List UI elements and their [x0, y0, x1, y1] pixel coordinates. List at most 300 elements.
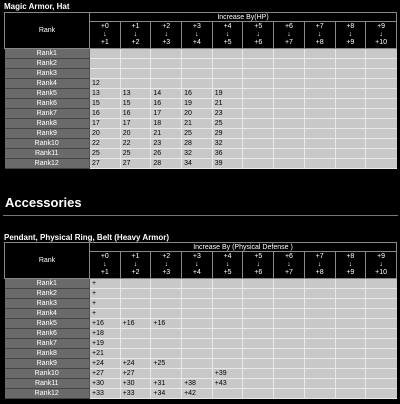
level-arrow: ↓ [256, 31, 261, 38]
increase-by-header: Increase By(HP) [90, 13, 397, 22]
value-cell [366, 359, 397, 369]
value-cell [304, 149, 335, 159]
value-cell [304, 319, 335, 329]
value-cell [243, 149, 274, 159]
value-cell [335, 149, 366, 159]
value-cell [151, 329, 182, 339]
value-cell [243, 379, 274, 389]
value-cell [304, 359, 335, 369]
value-cell [90, 69, 121, 79]
value-cell [274, 139, 305, 149]
value-cell: 21 [182, 119, 213, 129]
level-to: +10 [375, 269, 388, 276]
value-cell [304, 289, 335, 299]
table-row [5, 279, 397, 289]
value-cell [304, 49, 335, 59]
value-cell [182, 289, 213, 299]
value-cell [243, 59, 274, 69]
level-from: +8 [346, 23, 355, 30]
level-header [274, 22, 305, 49]
table-row [5, 369, 397, 379]
table-row [5, 379, 397, 389]
level-arrow: ↓ [103, 261, 107, 268]
level-header [304, 22, 335, 49]
value-cell [212, 329, 243, 339]
value-cell: 25 [120, 149, 151, 159]
value-cell: + [90, 299, 121, 309]
value-cell: +16 [151, 319, 182, 329]
level-to: +8 [315, 269, 324, 276]
value-cell: 20 [90, 129, 121, 139]
rank-label: Rank12 [5, 159, 90, 169]
level-arrow: ↓ [256, 261, 261, 268]
value-cell [212, 279, 243, 289]
value-cell [151, 69, 182, 79]
value-cell: +30 [120, 379, 151, 389]
value-cell [120, 59, 151, 69]
value-cell [243, 99, 274, 109]
value-cell [366, 129, 397, 139]
value-cell: 14 [151, 89, 182, 99]
value-cell: 17 [90, 119, 121, 129]
level-arrow: ↓ [317, 261, 322, 268]
level-from: +0 [100, 253, 109, 260]
level-from: +5 [254, 253, 263, 260]
value-cell: +16 [90, 319, 121, 329]
value-cell: 12 [90, 79, 121, 89]
value-cell [151, 289, 182, 299]
value-cell [182, 349, 213, 359]
table-row [5, 119, 397, 129]
physical-defense-increase-table [4, 242, 397, 399]
level-from: +8 [346, 253, 355, 260]
value-cell: +18 [90, 329, 121, 339]
value-cell [243, 359, 274, 369]
value-cell [366, 339, 397, 349]
level-from: +9 [377, 23, 386, 30]
table-row [5, 309, 397, 319]
value-cell: +16 [120, 319, 151, 329]
value-cell [90, 49, 121, 59]
rank-label: Rank5 [5, 319, 90, 329]
value-cell [182, 79, 213, 89]
value-cell [366, 299, 397, 309]
value-cell [335, 379, 366, 389]
value-cell [366, 99, 397, 109]
value-cell: 16 [90, 109, 121, 119]
value-cell [151, 339, 182, 349]
value-cell: 27 [90, 159, 121, 169]
level-to: +2 [131, 39, 140, 46]
value-cell: 20 [182, 109, 213, 119]
value-cell [304, 99, 335, 109]
value-cell: 17 [120, 119, 151, 129]
value-cell [274, 159, 305, 169]
value-cell [212, 299, 243, 309]
level-to: +6 [254, 269, 263, 276]
value-cell [335, 49, 366, 59]
rank-label: Rank7 [5, 339, 90, 349]
rank-label: Rank12 [5, 389, 90, 399]
level-header [274, 252, 305, 279]
level-from: +7 [315, 253, 324, 260]
rank-label: Rank1 [5, 49, 90, 59]
rank-label: Rank1 [5, 279, 90, 289]
value-cell [335, 389, 366, 399]
level-arrow: ↓ [225, 31, 230, 38]
value-cell [243, 309, 274, 319]
value-cell: +31 [151, 379, 182, 389]
value-cell [151, 279, 182, 289]
value-cell [243, 49, 274, 59]
level-to: +9 [346, 269, 355, 276]
value-cell [120, 289, 151, 299]
value-cell: 25 [182, 129, 213, 139]
value-cell [212, 49, 243, 59]
value-cell: 27 [120, 159, 151, 169]
value-cell [274, 349, 305, 359]
value-cell [182, 309, 213, 319]
rank-label: Rank5 [5, 89, 90, 99]
rank-label: Rank11 [5, 149, 90, 159]
value-cell [212, 389, 243, 399]
rank-label: Rank8 [5, 119, 90, 129]
value-cell [366, 349, 397, 359]
level-from: +7 [315, 23, 324, 30]
value-cell [366, 309, 397, 319]
value-cell: 28 [151, 159, 182, 169]
value-cell: 39 [212, 159, 243, 169]
value-cell [243, 109, 274, 119]
level-to: +6 [254, 39, 263, 46]
level-header [335, 252, 366, 279]
rank-label: Rank8 [5, 349, 90, 359]
value-cell: 23 [151, 139, 182, 149]
level-to: +4 [192, 39, 201, 46]
level-from: +1 [131, 253, 140, 260]
value-cell: 32 [182, 149, 213, 159]
rank-header: Rank [5, 13, 90, 49]
value-cell: 22 [120, 139, 151, 149]
value-cell [335, 319, 366, 329]
value-cell: +30 [90, 379, 121, 389]
level-header [120, 22, 151, 49]
rank-label: Rank10 [5, 369, 90, 379]
value-cell: 21 [151, 129, 182, 139]
value-cell: 23 [212, 109, 243, 119]
value-cell [182, 329, 213, 339]
level-header [151, 22, 182, 49]
rank-label: Rank3 [5, 299, 90, 309]
level-from: +0 [100, 23, 109, 30]
value-cell [304, 159, 335, 169]
value-cell [274, 279, 305, 289]
level-header [243, 22, 274, 49]
value-cell [366, 49, 397, 59]
value-cell [335, 369, 366, 379]
value-cell [243, 129, 274, 139]
value-cell [274, 369, 305, 379]
table-row [5, 109, 397, 119]
value-cell [212, 359, 243, 369]
value-cell [304, 129, 335, 139]
value-cell: 22 [90, 139, 121, 149]
value-cell [212, 59, 243, 69]
value-cell: 15 [90, 99, 121, 109]
value-cell: 25 [212, 119, 243, 129]
value-cell [274, 49, 305, 59]
value-cell: 16 [151, 99, 182, 109]
value-cell: +33 [90, 389, 121, 399]
value-cell [304, 369, 335, 379]
level-arrow: ↓ [103, 31, 107, 38]
level-from: +2 [162, 253, 171, 260]
table-row [5, 89, 397, 99]
value-cell [335, 339, 366, 349]
value-cell [212, 349, 243, 359]
level-header [243, 252, 274, 279]
value-cell [335, 69, 366, 79]
value-cell [366, 109, 397, 119]
table-row [5, 69, 397, 79]
level-arrow: ↓ [348, 31, 353, 38]
rank-label: Rank9 [5, 359, 90, 369]
value-cell [366, 79, 397, 89]
value-cell [274, 149, 305, 159]
value-cell: +27 [90, 369, 121, 379]
table-row [5, 289, 397, 299]
level-from: +6 [284, 23, 293, 30]
value-cell: 13 [90, 89, 121, 99]
value-cell [243, 159, 274, 169]
level-from: +4 [223, 23, 232, 30]
value-cell [120, 69, 151, 79]
value-cell: 13 [120, 89, 151, 99]
level-header [182, 22, 213, 49]
level-from: +4 [223, 253, 232, 260]
value-cell [274, 89, 305, 99]
value-cell [182, 279, 213, 289]
value-cell [120, 309, 151, 319]
level-arrow: ↓ [133, 31, 138, 38]
value-cell [151, 79, 182, 89]
value-cell: 26 [151, 149, 182, 159]
value-cell [182, 319, 213, 329]
level-to: +10 [375, 39, 388, 46]
value-cell [335, 139, 366, 149]
table-row [5, 359, 397, 369]
value-cell [243, 139, 274, 149]
value-cell: +25 [151, 359, 182, 369]
value-cell [366, 279, 397, 289]
value-cell: 25 [90, 149, 121, 159]
table-row [5, 159, 397, 169]
value-cell [120, 349, 151, 359]
value-cell [335, 279, 366, 289]
level-from: +9 [377, 253, 386, 260]
level-header [90, 22, 121, 49]
value-cell [243, 89, 274, 99]
value-cell [151, 49, 182, 59]
value-cell: 20 [120, 129, 151, 139]
value-cell [120, 279, 151, 289]
table-row [5, 389, 397, 399]
value-cell [243, 119, 274, 129]
value-cell: 21 [212, 99, 243, 109]
value-cell [212, 309, 243, 319]
value-cell [274, 329, 305, 339]
value-cell: +43 [212, 379, 243, 389]
value-cell [120, 299, 151, 309]
level-arrow: ↓ [164, 261, 168, 268]
level-arrow: ↓ [348, 261, 353, 268]
level-from: +1 [131, 23, 140, 30]
table-row [5, 299, 397, 309]
value-cell [366, 89, 397, 99]
value-cell [335, 299, 366, 309]
value-cell: +19 [90, 339, 121, 349]
level-header [90, 252, 121, 279]
value-cell: +39 [212, 369, 243, 379]
rank-label: Rank4 [5, 309, 90, 319]
value-cell [274, 79, 305, 89]
table-row [5, 329, 397, 339]
table-row [5, 49, 397, 59]
value-cell [366, 289, 397, 299]
value-cell [274, 359, 305, 369]
level-to: +3 [162, 39, 171, 46]
value-cell [304, 299, 335, 309]
value-cell [304, 69, 335, 79]
value-cell [335, 119, 366, 129]
level-header [120, 252, 151, 279]
value-cell: 34 [182, 159, 213, 169]
value-cell: +34 [151, 389, 182, 399]
value-cell [274, 289, 305, 299]
value-cell [366, 119, 397, 129]
value-cell [304, 139, 335, 149]
value-cell [366, 159, 397, 169]
value-cell [274, 309, 305, 319]
value-cell [304, 309, 335, 319]
value-cell: +21 [90, 349, 121, 359]
level-arrow: ↓ [379, 31, 383, 38]
value-cell: 16 [120, 109, 151, 119]
value-cell: 16 [182, 89, 213, 99]
level-arrow: ↓ [317, 31, 322, 38]
value-cell: 28 [182, 139, 213, 149]
rank-label: Rank11 [5, 379, 90, 389]
value-cell: + [90, 279, 121, 289]
rank-label: Rank2 [5, 289, 90, 299]
value-cell [243, 279, 274, 289]
value-cell [182, 359, 213, 369]
value-cell [366, 389, 397, 399]
value-cell [274, 299, 305, 309]
value-cell [335, 109, 366, 119]
value-cell [366, 329, 397, 339]
value-cell: +38 [182, 379, 213, 389]
table-row [5, 79, 397, 89]
value-cell [120, 79, 151, 89]
value-cell [274, 379, 305, 389]
level-to: +5 [223, 39, 232, 46]
value-cell [304, 279, 335, 289]
level-arrow: ↓ [164, 31, 168, 38]
value-cell [366, 369, 397, 379]
accessories-heading: Accessories [5, 195, 82, 210]
value-cell: + [90, 309, 121, 319]
value-cell [335, 289, 366, 299]
level-to: +5 [223, 269, 232, 276]
value-cell: 15 [120, 99, 151, 109]
value-cell [304, 379, 335, 389]
value-cell [182, 369, 213, 379]
table-row [5, 339, 397, 349]
value-cell: + [90, 289, 121, 299]
value-cell [304, 109, 335, 119]
level-to: +1 [100, 39, 109, 46]
value-cell [243, 289, 274, 299]
value-cell [335, 329, 366, 339]
value-cell [335, 159, 366, 169]
value-cell [243, 299, 274, 309]
level-arrow: ↓ [195, 31, 199, 38]
value-cell [366, 319, 397, 329]
value-cell [274, 99, 305, 109]
value-cell: 19 [212, 89, 243, 99]
value-cell [335, 99, 366, 109]
value-cell [182, 49, 213, 59]
table-row [5, 149, 397, 159]
rank-label: Rank10 [5, 139, 90, 149]
rank-label: Rank4 [5, 79, 90, 89]
level-arrow: ↓ [133, 261, 138, 268]
value-cell [335, 79, 366, 89]
level-from: +3 [192, 253, 201, 260]
rank-header: Rank [5, 243, 90, 279]
value-cell [335, 89, 366, 99]
level-to: +7 [284, 269, 293, 276]
section-title-pendant-ring-belt: Pendant, Physical Ring, Belt (Heavy Armor) [4, 233, 170, 242]
value-cell [366, 149, 397, 159]
level-to: +1 [100, 269, 109, 276]
value-cell [304, 339, 335, 349]
value-cell: +33 [120, 389, 151, 399]
level-arrow: ↓ [195, 261, 199, 268]
value-cell [274, 109, 305, 119]
value-cell [304, 119, 335, 129]
value-cell: +42 [182, 389, 213, 399]
value-cell: 18 [151, 119, 182, 129]
value-cell [335, 129, 366, 139]
level-from: +2 [162, 23, 171, 30]
value-cell [304, 59, 335, 69]
level-arrow: ↓ [379, 261, 383, 268]
value-cell: 32 [212, 139, 243, 149]
value-cell [366, 59, 397, 69]
value-cell [212, 339, 243, 349]
level-header [212, 22, 243, 49]
value-cell [120, 49, 151, 59]
level-to: +4 [192, 269, 201, 276]
rank-label: Rank3 [5, 69, 90, 79]
value-cell [243, 79, 274, 89]
value-cell [366, 379, 397, 389]
value-cell [182, 339, 213, 349]
table-row [5, 139, 397, 149]
value-cell [243, 69, 274, 79]
